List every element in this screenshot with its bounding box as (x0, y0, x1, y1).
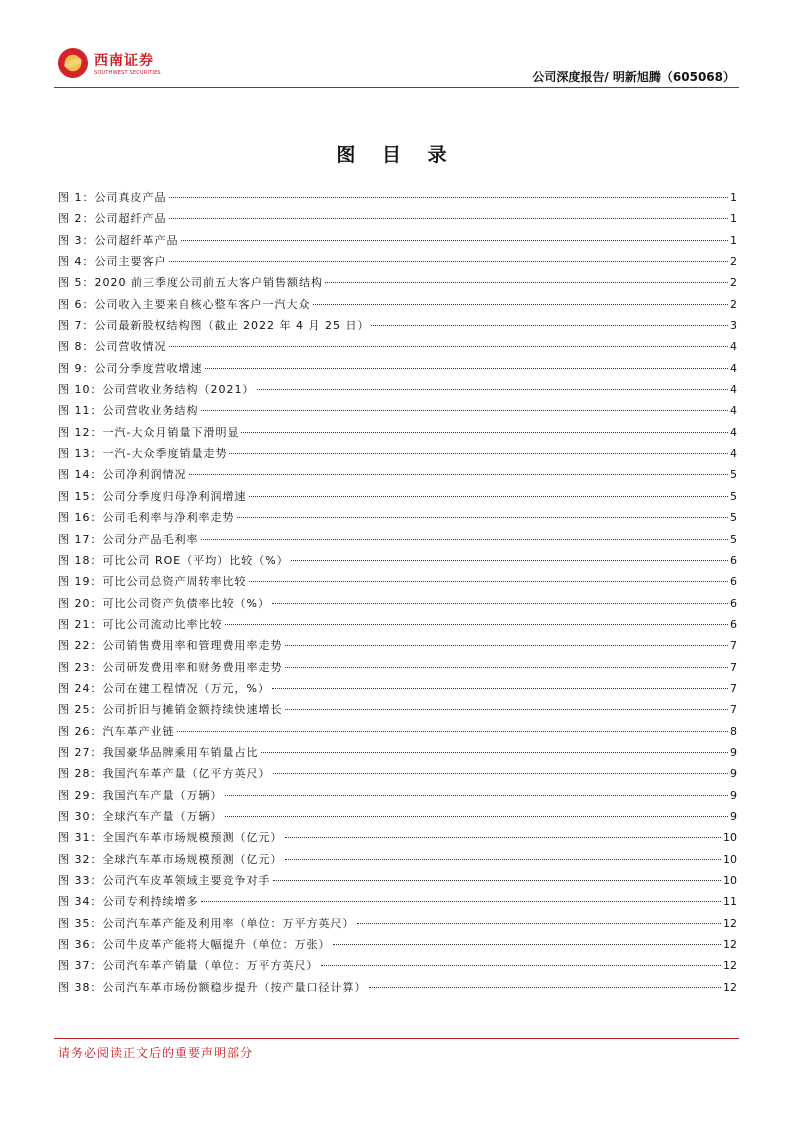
toc-entry-label: 图 13：一汽-大众季度销量走势 (58, 447, 228, 461)
toc-entry[interactable] (58, 466, 737, 487)
toc-entry-page: 6 (730, 575, 737, 589)
logo-emblem-icon (58, 48, 88, 78)
toc-entry[interactable] (58, 744, 737, 765)
page-title: 图 目 录 (336, 144, 457, 166)
toc-entry-page: 1 (730, 191, 737, 204)
toc-entry-page: 10 (723, 852, 737, 866)
toc-entry-label: 图 6：公司收入主要来自核心整车客户一汽大众 (58, 297, 311, 311)
toc-entry[interactable] (58, 851, 737, 872)
toc-entry[interactable] (58, 253, 737, 274)
toc-entry-label: 图 33：公司汽车皮革领域主要竞争对手 (58, 874, 271, 887)
toc-leader-dots (229, 453, 728, 454)
toc-entry-page: 8 (730, 724, 737, 738)
toc-entry-page: 7 (730, 681, 737, 695)
toc-entry[interactable] (58, 424, 737, 445)
toc-entry-label: 图 37：公司汽车革产销量（单位：万平方英尺） (58, 959, 319, 973)
toc-entry-label: 图 20：可比公司资产负债率比较（%） (58, 596, 270, 610)
toc-entry-label: 图 19：可比公司总资产周转率比较 (58, 575, 247, 589)
toc-entry-page: 12 (723, 916, 737, 930)
logo-name-en: SOUTHWEST SECURITIES (94, 70, 161, 76)
toc-leader-dots (273, 880, 722, 881)
toc-entry-page: 2 (730, 297, 737, 311)
toc-entry-label: 图 16：公司毛利率与净利率走势 (58, 511, 235, 525)
toc-entry-page: 3 (730, 319, 737, 333)
toc-leader-dots (205, 368, 729, 369)
toc-entry[interactable] (58, 829, 737, 850)
toc-entry[interactable] (58, 210, 737, 231)
toc-leader-dots (333, 944, 722, 945)
toc-leader-dots (237, 517, 729, 518)
toc-entry-label: 图 24：公司在建工程情况（万元，%） (58, 681, 270, 695)
toc-leader-dots (272, 688, 728, 689)
toc-entry[interactable] (58, 595, 737, 616)
footer-disclaimer: 请务必阅读正文后的重要声明部分 (58, 1046, 254, 1060)
toc-entry[interactable] (58, 232, 737, 253)
toc-leader-dots (285, 859, 722, 860)
toc-entry-label: 图 5：2020 前三季度公司前五大客户销售额结构 (58, 276, 323, 290)
toc-entry-page: 7 (730, 660, 737, 674)
toc-entry-label: 图 38：公司汽车革市场份额稳步提升（按产量口径计算） (58, 980, 367, 994)
toc-leader-dots (325, 282, 728, 283)
toc-entry[interactable] (58, 509, 737, 530)
toc-entry[interactable] (58, 338, 737, 359)
toc-leader-dots (169, 346, 729, 347)
toc-leader-dots (225, 816, 729, 817)
toc-entry-page: 1 (730, 233, 737, 247)
toc-entry[interactable] (58, 637, 737, 658)
toc-entry[interactable] (58, 936, 737, 957)
toc-entry-label: 图 9：公司分季度营收增速 (58, 361, 203, 375)
toc-entry[interactable] (58, 872, 737, 893)
toc-entry[interactable] (58, 808, 737, 829)
toc-entry-page: 4 (730, 447, 737, 461)
toc-leader-dots (189, 474, 729, 475)
toc-entry-page: 4 (730, 361, 737, 375)
toc-entry-label: 图 21：可比公司流动比率比较 (58, 617, 223, 631)
toc-entry[interactable] (58, 659, 737, 680)
toc-entry-label: 图 11：公司营收业务结构 (58, 404, 199, 418)
toc-leader-dots (177, 731, 729, 732)
toc-entry-label: 图 3：公司超纤革产品 (58, 233, 179, 247)
toc-leader-dots (241, 432, 728, 433)
toc-entry[interactable] (58, 552, 737, 573)
toc-leader-dots (249, 581, 729, 582)
toc-entry-label: 图 35：公司汽车革产能及利用率（单位：万平方英尺） (58, 916, 355, 930)
toc-entry-page: 12 (723, 938, 737, 952)
toc-leader-dots (181, 240, 729, 241)
toc-entry-page: 9 (730, 745, 737, 759)
toc-leader-dots (273, 773, 729, 774)
toc-entry[interactable] (58, 360, 737, 381)
toc-entry-page: 10 (723, 831, 737, 845)
toc-leader-dots (169, 218, 729, 219)
toc-entry[interactable] (58, 296, 737, 317)
toc-entry-label: 图 30：全球汽车产量（万辆） (58, 809, 223, 823)
toc-entry[interactable] (58, 893, 737, 914)
toc-entry[interactable] (58, 381, 737, 402)
toc-entry-page: 4 (730, 404, 737, 418)
toc-entry[interactable] (58, 957, 737, 978)
toc-leader-dots (369, 987, 722, 988)
toc-entry-page: 5 (730, 468, 737, 482)
toc-entry-page: 12 (723, 959, 737, 973)
toc-entry-label: 图 18：可比公司 ROE（平均）比较（%） (58, 553, 289, 567)
toc-leader-dots (321, 965, 722, 966)
toc-entry-page: 5 (730, 532, 737, 546)
toc-entry[interactable] (58, 402, 737, 423)
toc-entry-label: 图 8：公司营收情况 (58, 340, 167, 354)
toc-entry-page: 7 (730, 703, 737, 717)
toc-entry-page: 6 (730, 617, 737, 631)
footer-divider (54, 1038, 739, 1039)
toc-leader-dots (225, 795, 729, 796)
toc-leader-dots (261, 752, 729, 753)
toc-entry[interactable] (58, 616, 737, 637)
header-divider (54, 87, 739, 88)
toc-entry-page: 2 (730, 255, 737, 269)
toc-entry-page: 2 (730, 276, 737, 290)
toc-entry[interactable] (58, 189, 737, 210)
toc-entry-page: 4 (730, 425, 737, 439)
toc-entry-page: 9 (730, 809, 737, 823)
toc-entry-page: 6 (730, 553, 737, 567)
toc-entry-page: 12 (723, 980, 737, 994)
toc-entry-page: 9 (730, 767, 737, 781)
toc-entry-label: 图 36：公司牛皮革产能将大幅提升（单位：万张） (58, 938, 331, 952)
toc-entry-page: 6 (730, 596, 737, 610)
toc-entry-label: 图 22：公司销售费用率和管理费用率走势 (58, 639, 283, 653)
toc-entry-label: 图 10：公司营收业务结构（2021） (58, 383, 255, 397)
toc-entry-page: 5 (730, 489, 737, 503)
toc-entry-label: 图 27：我国豪华品牌乘用车销量占比 (58, 745, 259, 759)
logo-name-cn: 西南证券 (94, 53, 154, 69)
toc-entry-label: 图 17：公司分产品毛利率 (58, 532, 199, 546)
toc-entry[interactable] (58, 488, 737, 509)
toc-entry[interactable] (58, 317, 737, 338)
toc-entry[interactable] (58, 979, 737, 1000)
toc-entry[interactable] (58, 680, 737, 701)
toc-leader-dots (257, 389, 729, 390)
toc-entry-page: 9 (730, 788, 737, 802)
toc-entry[interactable] (58, 274, 737, 295)
toc-leader-dots (201, 539, 729, 540)
toc-leader-dots (201, 410, 729, 411)
toc-entry-label: 图 26：汽车革产业链 (58, 724, 175, 738)
toc-leader-dots (169, 261, 729, 262)
toc-entry-label: 图 1：公司真皮产品 (58, 191, 167, 204)
toc-entry-page: 10 (723, 874, 737, 887)
toc-entry-label: 图 25：公司折旧与摊销金额持续快速增长 (58, 703, 283, 717)
toc-entry-label: 图 28：我国汽车革产量（亿平方英尺） (58, 767, 271, 781)
toc-entry-label: 图 34：公司专利持续增多 (58, 895, 199, 909)
toc-leader-dots (225, 624, 729, 625)
report-header-title: 公司深度报告/ 明新旭腾（605068） (532, 70, 735, 84)
toc-entry-page: 5 (730, 511, 737, 525)
toc-leader-dots (285, 645, 729, 646)
toc-leader-dots (357, 923, 722, 924)
toc-leader-dots (285, 667, 729, 668)
toc-entry-label: 图 14：公司净利润情况 (58, 468, 187, 482)
toc-leader-dots (313, 304, 729, 305)
toc-entry[interactable] (58, 573, 737, 594)
toc-entry[interactable] (58, 765, 737, 786)
toc-entry[interactable] (58, 445, 737, 466)
toc-entry[interactable] (58, 723, 737, 744)
toc-entry-label: 图 23：公司研发费用率和财务费用率走势 (58, 660, 283, 674)
toc-entry-label: 图 4：公司主要客户 (58, 255, 167, 269)
toc-entry-label: 图 2：公司超纤产品 (58, 212, 167, 226)
figure-table-of-contents (58, 189, 737, 1000)
toc-entry-page: 4 (730, 340, 737, 354)
toc-leader-dots (249, 496, 729, 497)
company-logo (58, 48, 161, 78)
toc-entry-label: 图 7：公司最新股权结构图（截止 2022 年 4 月 25 日） (58, 319, 370, 333)
toc-entry[interactable] (58, 915, 737, 936)
toc-entry[interactable] (58, 701, 737, 722)
toc-entry-label: 图 31：全国汽车革市场规模预测（亿元） (58, 831, 283, 845)
toc-leader-dots (371, 325, 728, 326)
toc-leader-dots (291, 560, 728, 561)
toc-entry-label: 图 32：全球汽车革市场规模预测（亿元） (58, 852, 283, 866)
toc-leader-dots (201, 901, 722, 902)
toc-entry-page: 1 (730, 212, 737, 226)
toc-entry-page: 7 (730, 639, 737, 653)
toc-entry-label: 图 29：我国汽车产量（万辆） (58, 788, 223, 802)
toc-leader-dots (169, 197, 729, 198)
toc-leader-dots (272, 603, 728, 604)
toc-entry-label: 图 12：一汽-大众月销量下滑明显 (58, 425, 240, 439)
toc-entry[interactable] (58, 787, 737, 808)
toc-entry-page: 11 (723, 895, 737, 909)
toc-entry[interactable] (58, 531, 737, 552)
toc-entry-label: 图 15：公司分季度归母净利润增速 (58, 489, 247, 503)
toc-leader-dots (285, 709, 729, 710)
toc-entry-page: 4 (730, 383, 737, 397)
toc-leader-dots (285, 837, 722, 838)
